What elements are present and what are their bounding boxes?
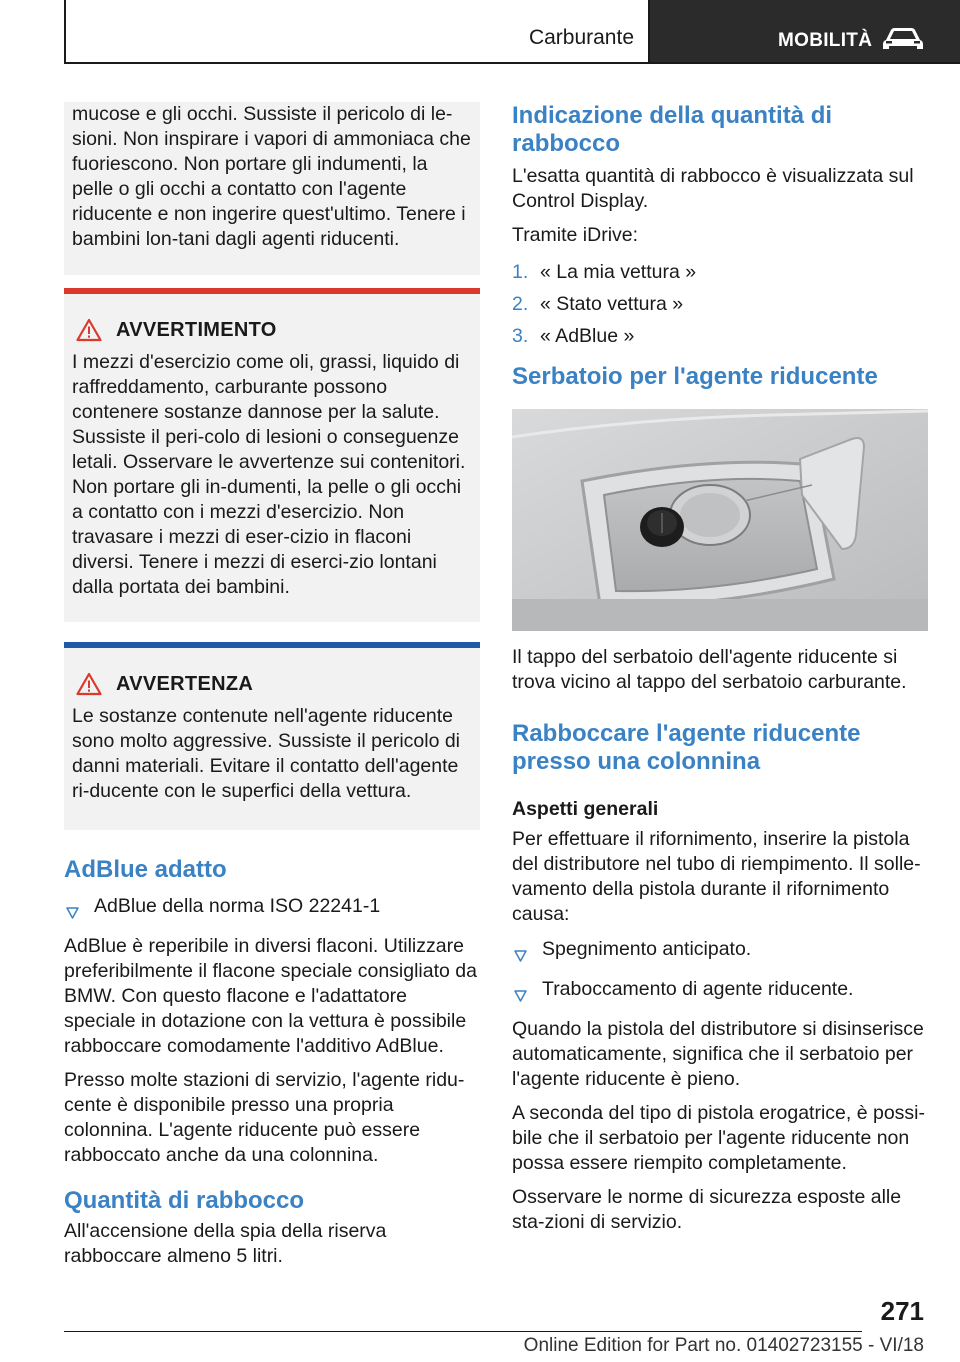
warning-title: AVVERTIMENTO xyxy=(116,318,277,341)
refill-paragraph-2: Quando la pistola del distributore si disinserisce automaticamente, significa che il serbatoio per l'agente riducente è pieno. xyxy=(512,1018,924,1090)
caution-text: Le sostanze contenute nell'agente riducente sono molto aggressive. Sussiste il pericolo di danni materiali. Evitare il contatto dell'agente ri-ducente con le superfici della vettura. xyxy=(72,705,461,802)
refill-heading: Rabboccare l'agente riducente presso una colonnina xyxy=(512,720,861,775)
adblue-bullet-list xyxy=(64,894,480,926)
caution-note xyxy=(64,648,480,830)
indication-paragraph-1: L'esatta quantità di rabbocco è visualizzata sul Control Display. xyxy=(512,165,914,212)
list-item: Spegnimento anticipato. xyxy=(512,937,928,969)
list-item: 3. « AdBlue » xyxy=(512,325,635,347)
refill-paragraph-3: A seconda del tipo di pistola erogatrice, è possi-bile che il serbatoio per l'agente riducente non possa essere riempito completamente. xyxy=(512,1102,925,1174)
refill-paragraph-1: Per effettuare il rifornimento, inserire la pistola del distributore nel tubo di riempimento. Il solle-vamento della pistola durante il rifornimento causa: xyxy=(512,828,921,925)
adblue-heading: AdBlue adatto xyxy=(64,856,227,883)
left-column xyxy=(64,102,480,1278)
bullet-triangle-icon xyxy=(512,977,542,1009)
tank-heading: Serbatoio per l'agente riducente xyxy=(512,363,878,390)
footer-edition: Online Edition for Part no. 01402723155 - VI/18 xyxy=(523,1335,924,1356)
warning-text: I mezzi d'esercizio come oli, grassi, liquido di raffreddamento, carburante possono contenere sostanze dannose per la salute. Sussiste il peri-colo di lesioni o conseguenze letali. Osservare le avvertenze sui contenitori. Non portare gli in-dumenti, la pelle o gli occhi a contatto con i mezzi d'esercizio. Non travasare i mezzi di eser-cizio in flaconi diversi. Tenere i mezzi di eserci-zio lontani dalla portata dei bambini. xyxy=(72,351,466,598)
warning-note xyxy=(64,294,480,622)
quantity-heading: Quantità di rabbocco xyxy=(64,1187,305,1214)
indication-paragraph-2: Tramite iDrive: xyxy=(512,224,639,246)
right-column xyxy=(512,102,928,1244)
danger-note-text: mucose e gli occhi. Sussiste il pericolo di le-sioni. Non inspirare i vapori di ammoniaca che fuoriescono. Non portare gli indumenti, la pelle o gli occhi a contatto con l'agente riducente e non ingerire quest'ultimo. Tenere i bambini lon-tani dagli agenti riducenti. xyxy=(72,103,471,250)
list-item: 2. « Stato vettura » xyxy=(512,293,684,315)
indication-heading: Indicazione della quantità di rabbocco xyxy=(512,102,833,157)
header-chapter-box xyxy=(650,0,960,64)
caution-triangle-icon xyxy=(76,672,102,696)
danger-note-continued xyxy=(64,102,480,275)
quantity-text: All'accensione della spia della riserva rabboccare almeno 5 litri. xyxy=(64,1220,387,1267)
car-icon xyxy=(882,26,924,52)
reducing-agent-tank-photo xyxy=(512,409,928,631)
refill-paragraph-4: Osservare le norme di sicurezza esposte alle sta-zioni di servizio. xyxy=(512,1186,902,1233)
tank-caption: Il tappo del serbatoio dell'agente riducente si trova vicino al tappo del serbatoio carburante. xyxy=(512,646,907,693)
caution-title: AVVERTENZA xyxy=(116,672,254,695)
adblue-paragraph-2: Presso molte stazioni di servizio, l'agente ridu-cente è disponibile presso una propria colonnina. L'agente riducente può essere rabboccato anche da una colonnina. xyxy=(64,1069,465,1166)
refill-subheading: Aspetti generali xyxy=(512,798,659,820)
list-item: 1. « La mia vettura » xyxy=(512,261,697,283)
warning-triangle-icon xyxy=(76,318,102,342)
footer-divider xyxy=(64,1331,862,1332)
page-number: 271 xyxy=(880,1296,924,1326)
header-section-box xyxy=(64,0,650,64)
chapter-title: MOBILITÀ xyxy=(778,30,873,51)
refill-bullet-list xyxy=(512,937,928,1009)
bullet-triangle-icon xyxy=(64,894,94,926)
list-item: AdBlue della norma ISO 22241-1 xyxy=(64,894,480,926)
list-item: Traboccamento di agente riducente. xyxy=(512,977,928,1009)
idrive-steps xyxy=(512,260,928,349)
adblue-paragraph-1: AdBlue è reperibile in diversi flaconi. Utilizzare preferibilmente il flacone speciale consigliato da BMW. Con questo flacone e l'adattatore speciale in dotazione con la vettura è possibile rabboccare comodamente l'additivo AdBlue. xyxy=(64,935,477,1057)
bullet-triangle-icon xyxy=(512,937,542,969)
section-title: Carburante xyxy=(528,26,634,49)
